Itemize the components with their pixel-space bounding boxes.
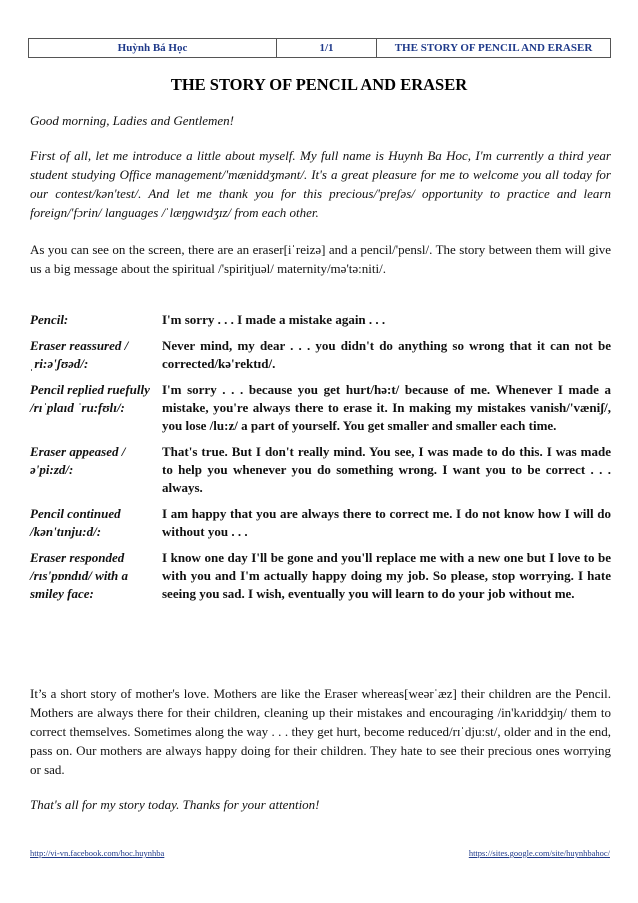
- header-page-number: 1/1: [277, 39, 377, 58]
- dialogue-line: Never mind, my dear . . . you didn't do anything so wrong that it can not be corrected/kə'rektɪd/.: [162, 338, 611, 371]
- page-header: [28, 38, 611, 58]
- document-title: THE STORY OF PENCIL AND ERASER: [170, 75, 468, 94]
- speaker-label: Pencil:: [30, 312, 69, 327]
- speaker-label: Eraser responded /rɪs'pɒndɪd/ with a smiley face:: [30, 550, 129, 601]
- moral-paragraph: It’s a short story of mother's love. Mothers are like the Eraser whereas[weərˈæz] their children are the Pencil. Mothers are always there for their children, cleaning up their mistakes and encouraging /in'kʌriddʒiŋ/ them to correct themselves. Sometimes along the way . . . they get hurt, become reduced/rɪˈdju:st/, older and in the end, pass on. Our mothers are always happy doing for their children. They hate to see their precious ones worrying or sad.: [30, 686, 611, 777]
- footer-website-link[interactable]: https://sites.google.com/site/huynhbahoc/: [468, 848, 610, 858]
- dialogue-line: I'm sorry . . . because you get hurt/hə:t/ because of me. Whenever I made a mistake, you're always there to erase it. In making my mistakes vanish/'væniʃ/, you lose /lu:z/ a part of yourself. You get smaller and smaller each time.: [162, 382, 611, 433]
- dialogue-line: I know one day I'll be gone and you'll replace me with a new one but I love to be with you and I'm actually happy doing my job. So please, stop worrying. I hate seeing you sad. I wish, eventually you will learn to do your job without me.: [162, 550, 611, 601]
- context-paragraph: As you can see on the screen, there are an eraser[iˈreizə] and a pencil/'pensl/. The story between them will give us a big message about the spiritual /'spiritjuəl/ maternity/mə'tə:niti/.: [30, 242, 611, 276]
- speaker-label: Pencil continued /kən'tɪnju:d/:: [30, 506, 121, 539]
- intro-paragraph: First of all, let me introduce a little about myself. My full name is Huynh Ba Hoc, I'm currently a third year student studying Office management/'mæniddʒmənt/. It's a great pleasure for me to welcome you all today for our contest/kən'test/. And let me thank you for this precious/'preʃəs/ opportunity to practice and learn foreign/'fɔrin/ languages /ˈlæŋgwɪdʒɪz/ from each other.: [30, 148, 611, 220]
- greeting-paragraph: Good morning, Ladies and Gentlemen!: [30, 113, 235, 128]
- dialogue-line: That's true. But I don't really mind. You see, I was made to do this. I was made to help you whenever you do something wrong. I want you to be correct . . . always.: [162, 444, 611, 495]
- speaker-label: Pencil replied ruefully /rɪˈplaɪd ˈru:fʊlɪ/:: [30, 382, 150, 415]
- speaker-label: Eraser appeased /ə'pi:zd/:: [30, 444, 126, 477]
- dialogue-table: [30, 311, 611, 611]
- dialogue-line: I'm sorry . . . I made a mistake again . . .: [162, 312, 386, 327]
- header-author: Huỳnh Bá Học: [29, 39, 277, 58]
- dialogue-line: I am happy that you are always there to correct me. I do not know how I will do without you . . .: [162, 506, 611, 539]
- header-doc-title: THE STORY OF PENCIL AND ERASER: [377, 39, 611, 58]
- dialogue-row: [30, 311, 611, 337]
- dialogue-row: [30, 549, 611, 611]
- dialogue-row: [30, 505, 611, 549]
- dialogue-row: [30, 443, 611, 505]
- dialogue-row: [30, 381, 611, 443]
- dialogue-row: [30, 337, 611, 381]
- closing-paragraph: That's all for my story today. Thanks for your attention!: [30, 797, 320, 812]
- speaker-label: Eraser reassured /ˌri:ə'ʃʊəd/:: [30, 338, 129, 371]
- footer-facebook-link[interactable]: http://vi-vn.facebook.com/hoc.huynhba: [30, 848, 165, 858]
